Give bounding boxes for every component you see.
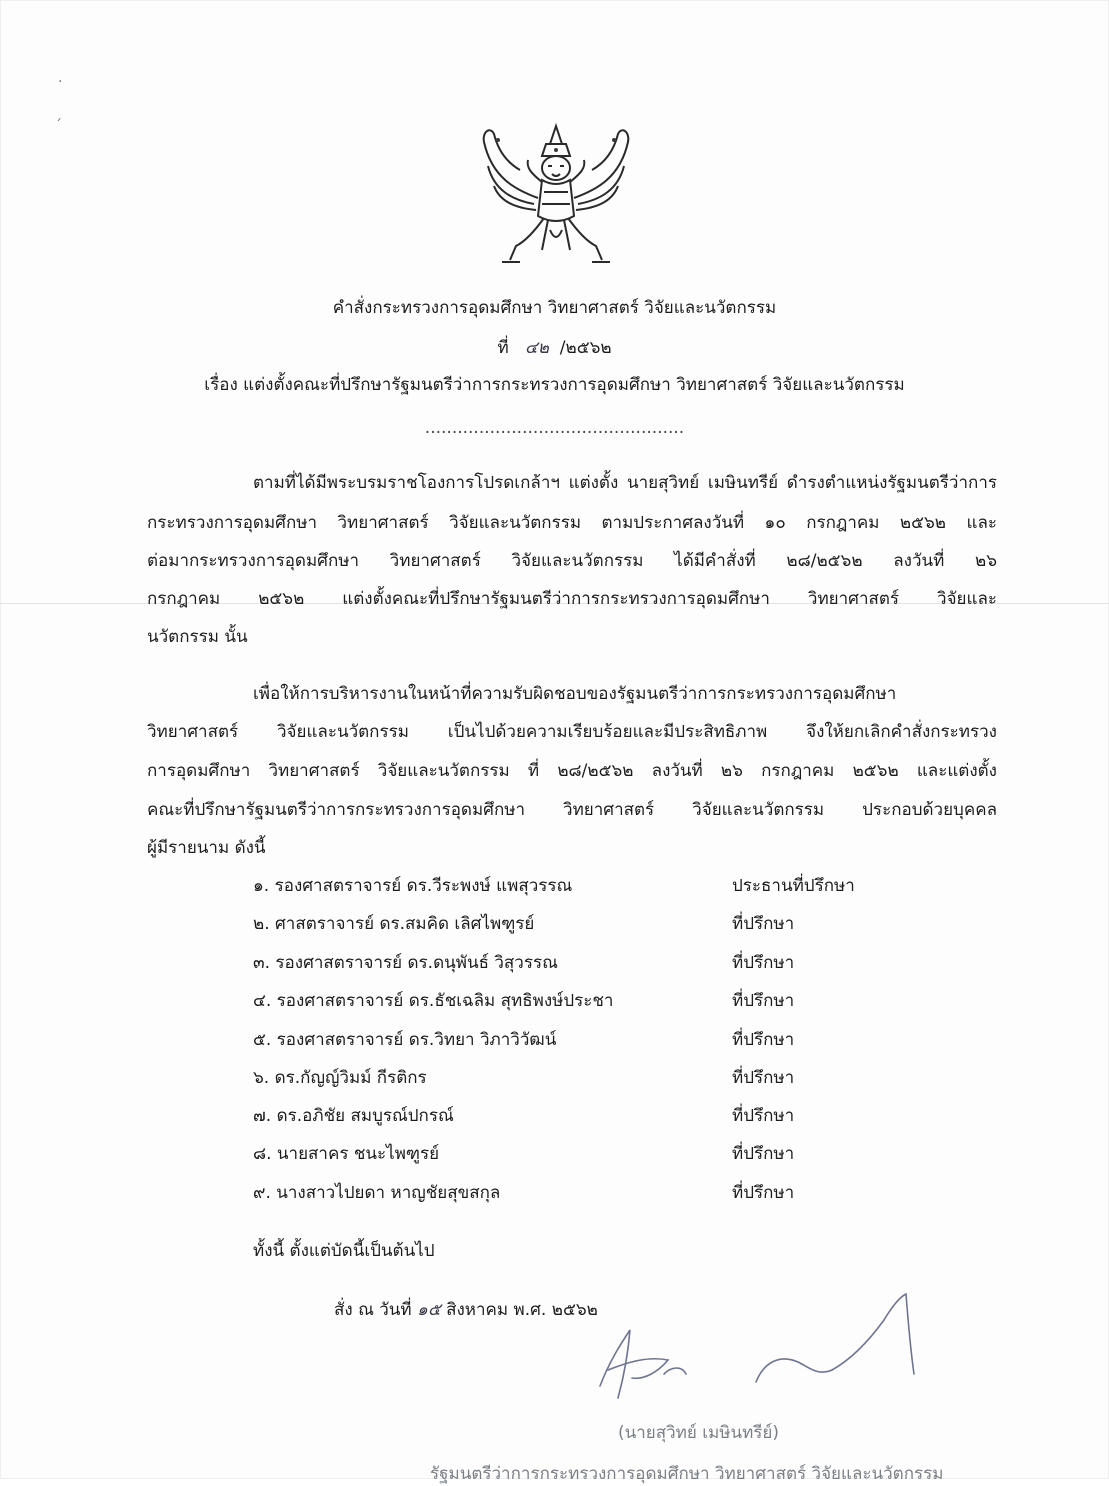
- paragraph-1-line: กระทรวงการอุดมศึกษา วิทยาศาสตร์ วิจัยและนวัตกรรม ตามประกาศลงวันที่ ๑๐ กรกฎาคม ๒๕๖๒ และ: [147, 513, 997, 533]
- member-name: ๙. นางสาวไปยดา หาญชัยสุขสกุล: [253, 1183, 501, 1203]
- garuda-emblem-icon: [476, 120, 636, 272]
- member-name: ๓. รองศาสตราจารย์ ดร.ดนุพันธ์ วิสุวรรณ: [253, 953, 558, 973]
- member-role: ที่ปรึกษา: [732, 1183, 795, 1203]
- paragraph-1-line: นวัตกรรม นั้น: [147, 627, 248, 647]
- paragraph-2-line: คณะที่ปรึกษารัฐมนตรีว่าการกระทรวงการอุดมศึกษา วิทยาศาสตร์ วิจัยและนวัตกรรม ประกอบด้วยบุคคล: [147, 800, 997, 820]
- member-role: ที่ปรึกษา: [732, 953, 795, 973]
- member-role: ที่ปรึกษา: [732, 1030, 795, 1050]
- signatory-position: รัฐมนตรีว่าการกระทรวงการอุดมศึกษา วิทยาศาสตร์ วิจัยและนวัตกรรม: [430, 1464, 944, 1484]
- member-row: [253, 1103, 993, 1129]
- member-row: [253, 950, 993, 976]
- member-role: ที่ปรึกษา: [732, 914, 795, 934]
- member-role: ที่ปรึกษา: [732, 1068, 795, 1088]
- member-row: [253, 1180, 993, 1206]
- member-name: ๖. ดร.กัญญ์วิมม์ กีรติกร: [253, 1068, 427, 1088]
- signatory-name: (นายสุวิทย์ เมษินทรีย์): [618, 1423, 780, 1443]
- member-row: [253, 911, 993, 937]
- paragraph-2-line: การอุดมศึกษา วิทยาศาสตร์ วิจัยและนวัตกรรม ที่ ๒๘/๒๕๖๒ ลงวันที่ ๒๖ กรกฎาคม ๒๕๖๒ และแต่งตั้ง: [147, 761, 997, 781]
- header-separator: ................................................: [424, 418, 685, 438]
- member-name: ๕. รองศาสตราจารย์ ดร.วิทยา วิภาวิวัฒน์: [253, 1030, 557, 1050]
- paragraph-1-line: กรกฎาคม ๒๕๖๒ แต่งตั้งคณะที่ปรึกษารัฐมนตรีว่าการกระทรวงการอุดมศึกษา วิทยาศาสตร์ วิจัยและ: [147, 589, 997, 609]
- member-name: ๑. รองศาสตราจารย์ ดร.วีระพงษ์ แพสุวรรณ: [253, 876, 573, 896]
- order-number-handwritten: ๔๒: [524, 338, 549, 358]
- paragraph-2-line: ผู้มีรายนาม ดังนี้: [147, 838, 266, 858]
- order-title: คำสั่งกระทรวงการอุดมศึกษา วิทยาศาสตร์ วิจัยและนวัตกรรม: [332, 298, 777, 318]
- member-name: ๘. นายสาคร ชนะไพฑูรย์: [253, 1144, 440, 1164]
- scan-speck: ·: [58, 74, 63, 90]
- closing-line: ทั้งนี้ ตั้งแต่บัดนี้เป็นต้นไป: [253, 1241, 435, 1261]
- order-number: [0, 336, 1109, 360]
- member-role: ที่ปรึกษา: [732, 1144, 795, 1164]
- member-row: [253, 1065, 993, 1091]
- scan-speck: ˊ: [55, 118, 62, 134]
- order-number-suffix: /๒๕๖๒: [559, 338, 612, 358]
- date-suffix: สิงหาคม พ.ศ. ๒๕๖๒: [446, 1300, 598, 1320]
- member-row: [253, 988, 993, 1014]
- member-name: ๒. ศาสตราจารย์ ดร.สมคิด เลิศไพฑูรย์: [253, 914, 535, 934]
- member-row: [253, 1141, 993, 1167]
- signature-icon: [588, 1290, 928, 1420]
- paragraph-2-line: เพื่อให้การบริหารงานในหน้าที่ความรับผิดชอบของรัฐมนตรีว่าการกระทรวงการอุดมศึกษา: [253, 684, 897, 704]
- order-number-prefix: ที่: [497, 338, 509, 358]
- member-name: ๗. ดร.อภิชัย สมบูรณ์ปกรณ์: [253, 1106, 454, 1126]
- member-role: ที่ปรึกษา: [732, 991, 795, 1011]
- paragraph-1-line: ต่อมากระทรวงการอุดมศึกษา วิทยาศาสตร์ วิจัยและนวัตกรรม ได้มีคำสั่งที่ ๒๘/๒๕๖๒ ลงวันที่ ๒๖: [147, 551, 997, 571]
- order-subject: เรื่อง แต่งตั้งคณะที่ปรึกษารัฐมนตรีว่าการกระทรวงการอุดมศึกษา วิทยาศาสตร์ วิจัยและนวัตกรรม: [204, 375, 905, 395]
- member-name: ๔. รองศาสตราจารย์ ดร.ธัชเฉลิม สุทธิพงษ์ประชา: [253, 991, 614, 1011]
- member-row: [253, 873, 993, 899]
- paragraph-2-line: วิทยาศาสตร์ วิจัยและนวัตกรรม เป็นไปด้วยความเรียบร้อยและมีประสิทธิภาพ จึงให้ยกเลิกคำสั่งกระทรวง: [147, 722, 997, 742]
- member-role: ที่ปรึกษา: [732, 1106, 795, 1126]
- date-prefix: สั่ง ณ วันที่: [334, 1300, 412, 1320]
- paragraph-1-line: ตามที่ได้มีพระบรมราชโองการโปรดเกล้าฯ แต่งตั้ง นายสุวิทย์ เมษินทรีย์ ดำรงตำแหน่งรัฐมนตรีว่าการ: [253, 473, 997, 493]
- member-row: [253, 1027, 993, 1053]
- member-role: ประธานที่ปรึกษา: [732, 876, 855, 896]
- date-day-handwritten: ๑๕: [417, 1300, 441, 1320]
